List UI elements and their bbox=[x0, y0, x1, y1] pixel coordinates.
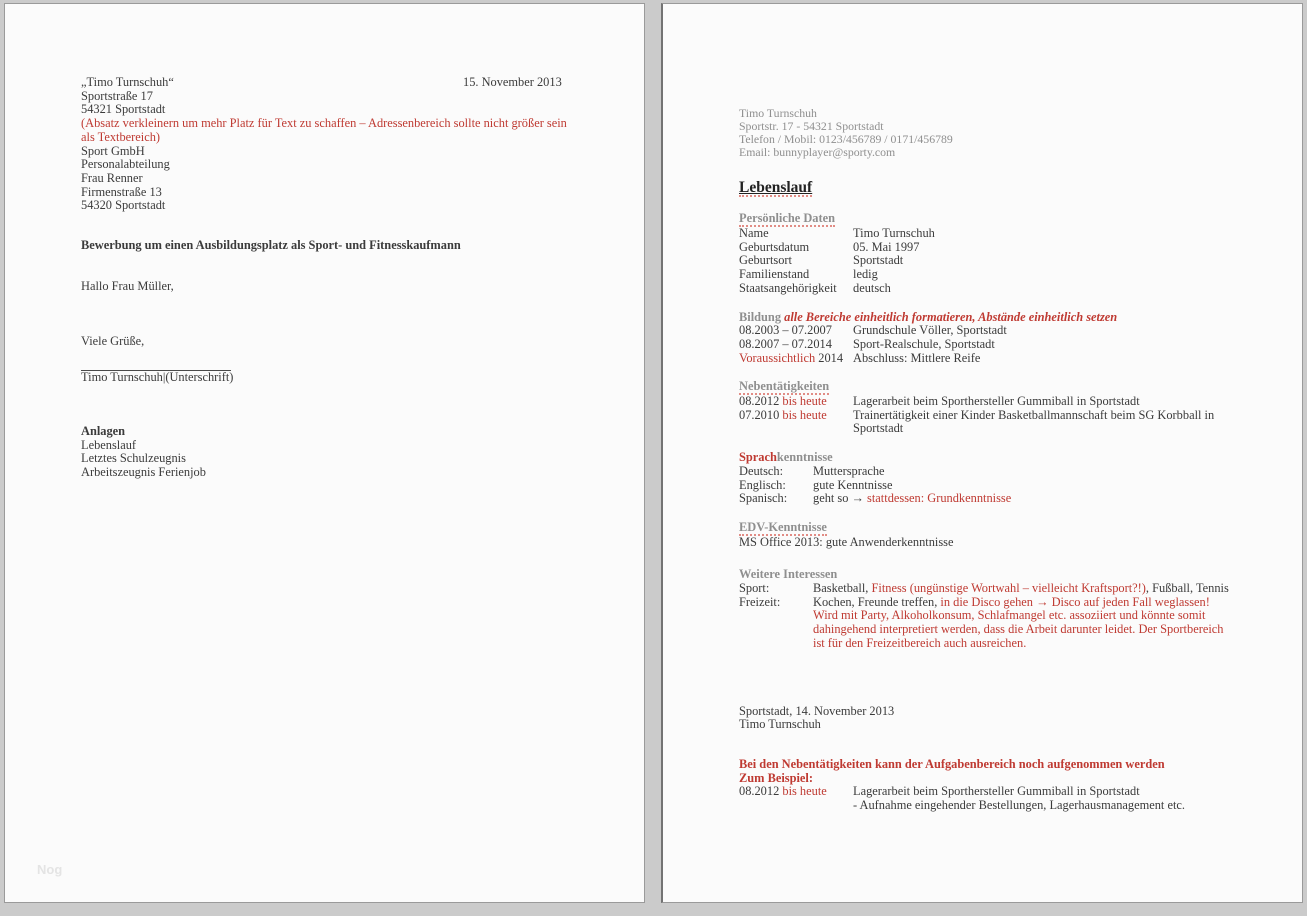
cv-row bbox=[739, 254, 1232, 268]
it-skills-line: MS Office 2013: gute Anwenderkenntnisse bbox=[739, 534, 954, 549]
cv-row bbox=[739, 268, 1232, 282]
cover-letter-page bbox=[4, 3, 645, 903]
cv-row bbox=[739, 395, 1232, 409]
enclosure-item: Arbeitszeugnis Ferienjob bbox=[81, 464, 206, 479]
cv-row-value: Sport-Realschule, Sportstadt bbox=[853, 336, 995, 351]
cv-row bbox=[739, 479, 1232, 493]
cv-row-value: geht so → stattdessen: Grundkenntnisse bbox=[813, 491, 1012, 506]
section-personal bbox=[739, 212, 1232, 295]
language-rows bbox=[739, 465, 1232, 506]
cv-row bbox=[739, 227, 1232, 241]
cv-contact-block bbox=[739, 107, 1232, 159]
cv-contact-line: Telefon / Mobil: 0123/456789 / 0171/456789 bbox=[739, 131, 953, 146]
sender-address-line: 54321 Sportstadt bbox=[81, 102, 166, 117]
section-interests-heading: Weitere Interessen bbox=[739, 567, 838, 582]
recipient-address-line: Frau Renner bbox=[81, 170, 143, 185]
personal-rows bbox=[739, 227, 1232, 296]
section-side-jobs bbox=[739, 380, 1232, 436]
interest-rows bbox=[739, 582, 1232, 651]
section-personal-heading: Persönliche Daten bbox=[739, 211, 836, 226]
cv-row-value: deutsch bbox=[853, 280, 891, 295]
cv-row-value: Muttersprache bbox=[813, 463, 885, 478]
cv-row-label: Englisch: bbox=[739, 477, 786, 492]
cv-row bbox=[739, 492, 1232, 506]
cv-row-value: 05. Mai 1997 bbox=[853, 239, 920, 254]
cv-row bbox=[739, 352, 1232, 366]
section-it-skills bbox=[739, 521, 1232, 549]
section-languages bbox=[739, 451, 1232, 506]
cv-row-label: Voraussichtlich 2014 bbox=[739, 350, 844, 365]
cv-note bbox=[739, 758, 1232, 813]
enclosure-item: Letztes Schulzeugnis bbox=[81, 451, 186, 466]
cv-row-value: Abschluss: Mittlere Reife bbox=[853, 350, 981, 365]
section-it-skills-heading: EDV-Kenntnisse bbox=[739, 519, 827, 534]
recipient-address-line: Personalabteilung bbox=[81, 157, 170, 172]
cv-row bbox=[739, 241, 1232, 255]
cv-note-title: Bei den Nebentätigkeiten kann der Aufgabenbereich noch aufgenommen werden bbox=[739, 756, 1165, 771]
cv-place-date: Sportstadt, 14. November 2013 bbox=[739, 703, 895, 718]
recipient-address bbox=[81, 145, 574, 214]
cv-row-label: Geburtsort bbox=[739, 253, 792, 268]
cv-row-value: Basketball, Fitness (ungünstige Wortwahl – vielleicht Kraftsport?!), Fußball, Tennis bbox=[813, 581, 1229, 595]
letter-subject: Bewerbung um einen Ausbildungsplatz als Sport- und Fitnesskaufmann bbox=[81, 238, 461, 253]
sender-address bbox=[81, 90, 574, 117]
cv-row-value: Grundschule Völler, Sportstadt bbox=[853, 323, 1007, 338]
cv-row bbox=[739, 465, 1232, 479]
signature-name: Timo Turnschuh|(Unterschrift) bbox=[81, 370, 234, 385]
enclosures-list bbox=[81, 439, 574, 480]
cv-row-label: Freizeit: bbox=[739, 594, 781, 609]
letter-closing: Viele Grüße, bbox=[81, 334, 145, 349]
cv-footer bbox=[739, 705, 1232, 732]
education-rows bbox=[739, 324, 1232, 365]
recipient-address-line: Sport GmbH bbox=[81, 143, 145, 158]
cv-row bbox=[739, 785, 1232, 812]
cv-row-label: Staatsangehörigkeit bbox=[739, 280, 837, 295]
cv-row-label: Deutsch: bbox=[739, 463, 784, 478]
cv-row-value: Sportstadt bbox=[853, 253, 904, 268]
sender-name: „Timo Turnschuh“ bbox=[81, 75, 174, 89]
cv-row bbox=[739, 324, 1232, 338]
cv-title-text: Lebenslauf bbox=[739, 178, 813, 196]
cv-row-value: Trainertätigkeit einer Kinder Basketballmannschaft beim SG Korbball in Sportstadt bbox=[853, 407, 1215, 436]
cv-row bbox=[739, 409, 1232, 436]
cv-row-label: Geburtsdatum bbox=[739, 239, 810, 254]
cv-footer-name: Timo Turnschuh bbox=[739, 717, 821, 732]
cv-row-label: Spanisch: bbox=[739, 491, 788, 506]
cv-row-label: 08.2007 – 07.2014 bbox=[739, 336, 832, 351]
cv-row bbox=[739, 582, 1232, 596]
cv-row-label: 08.2003 – 07.2007 bbox=[739, 323, 832, 338]
section-languages-heading: Sprachkenntnisse bbox=[739, 450, 833, 465]
cv-row-value: Lagerarbeit beim Sporthersteller Gummiball in Sportstadt - Aufnahme eingehender Bestellungen, Lagerhausmanagement etc. bbox=[853, 784, 1186, 813]
cv-note-rows bbox=[739, 785, 1232, 812]
enclosures-title: Anlagen bbox=[81, 423, 126, 438]
section-interests bbox=[739, 568, 1232, 650]
cv-row-value: ledig bbox=[853, 267, 878, 282]
sender-address-line: Sportstraße 17 bbox=[81, 88, 153, 103]
section-side-jobs-heading: Nebentätigkeiten bbox=[739, 379, 830, 394]
enclosure-item: Lebenslauf bbox=[81, 437, 137, 452]
cv-row-value: gute Kenntnisse bbox=[813, 477, 893, 492]
letter-date: 15. November 2013 bbox=[463, 75, 562, 89]
cv-row-label: 08.2012 bis heute bbox=[739, 394, 827, 409]
cv-row-value: Lagerarbeit beim Sporthersteller Gummiball in Sportstadt bbox=[853, 394, 1140, 409]
cv-title bbox=[739, 180, 1232, 198]
cv-row bbox=[739, 338, 1232, 352]
page-watermark: Nog bbox=[37, 862, 63, 877]
cv-row-label: 07.2010 bis heute bbox=[739, 407, 827, 422]
side-job-rows bbox=[739, 395, 1232, 436]
recipient-address-line: Firmenstraße 13 bbox=[81, 184, 162, 199]
section-education-heading: Bildung alle Bereiche einheitlich formatieren, Abstände einheitlich setzen bbox=[739, 309, 1118, 324]
cv-row-label: Name bbox=[739, 226, 769, 241]
cv-row-label: 08.2012 bis heute bbox=[739, 784, 827, 799]
cv-row bbox=[739, 596, 1232, 651]
cv-row-label: Familienstand bbox=[739, 267, 810, 282]
cv-row-value: Timo Turnschuh bbox=[853, 226, 935, 241]
cv-page bbox=[661, 3, 1303, 903]
cv-contact-line: Timo Turnschuh bbox=[739, 106, 817, 120]
cv-row-label: Sport: bbox=[739, 581, 770, 595]
cv-note-subtitle: Zum Beispiel: bbox=[739, 770, 814, 785]
cv-row-value: Kochen, Freunde treffen, in die Disco gehen → Disco auf jeden Fall weglassen! Wird mit Party, Alkoholkonsum, Schlafmangel etc. assoziiert und könnte somit dahingehend interpretiert werden, dass die Arbeit darunter leidet. Der Sportbereich ist für den Freizeitbereich auch ausreichen. bbox=[813, 594, 1224, 650]
cv-contact-line: Email: bunnyplayer@sporty.com bbox=[739, 144, 896, 159]
section-education bbox=[739, 311, 1232, 366]
cv-row bbox=[739, 282, 1232, 296]
recipient-address-line: 54320 Sportstadt bbox=[81, 198, 166, 213]
cv-contact-line: Sportstr. 17 - 54321 Sportstadt bbox=[739, 118, 884, 133]
letter-salutation: Hallo Frau Müller, bbox=[81, 278, 174, 293]
address-annotation: (Absatz verkleinern um mehr Platz für Text zu schaffen – Adressenbereich sollte nicht größer sein als Textbereich) bbox=[81, 116, 567, 144]
